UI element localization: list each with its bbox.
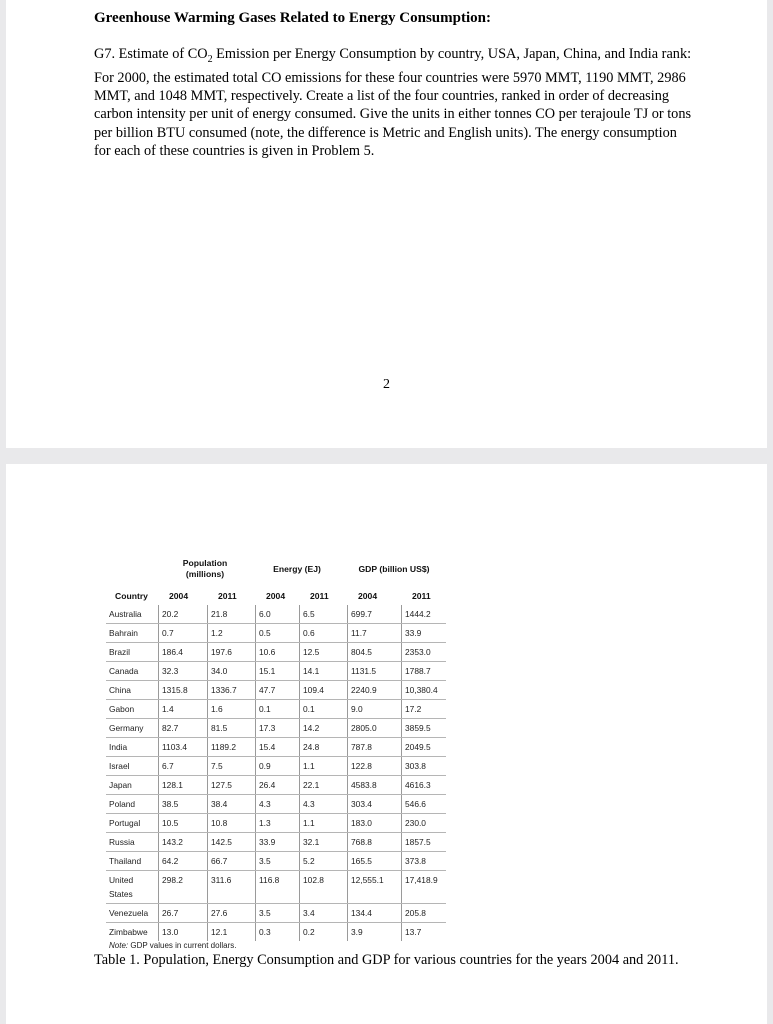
- year-header: 2004: [169, 591, 189, 601]
- value-cell: 1131.5: [347, 662, 401, 680]
- country-cell: Australia: [109, 609, 142, 619]
- value-cell: 17.2: [401, 700, 446, 718]
- data-table: [106, 556, 446, 936]
- value-cell: 205.8: [401, 904, 446, 922]
- value-cell: 128.1: [158, 776, 207, 794]
- value-cell: 4.3: [299, 795, 347, 813]
- country-cell: Portugal: [109, 818, 141, 828]
- table-note: Note: GDP values in current dollars.: [109, 941, 237, 950]
- problem-label: G7: [94, 46, 112, 62]
- value-cell: 4.3: [255, 795, 299, 813]
- value-cell: 12,555.1: [347, 871, 401, 903]
- value-cell: 20.2: [158, 605, 207, 623]
- value-cell: 0.5: [255, 624, 299, 642]
- value-cell: 27.6: [207, 904, 255, 922]
- value-cell: 6.7: [158, 757, 207, 775]
- value-cell: 4583.8: [347, 776, 401, 794]
- country-cell: Japan: [109, 780, 132, 790]
- value-cell: 12.5: [299, 643, 347, 661]
- value-cell: 15.1: [255, 662, 299, 680]
- value-cell: 0.7: [158, 624, 207, 642]
- value-cell: 3.4: [299, 904, 347, 922]
- value-cell: 2049.5: [401, 738, 446, 756]
- year-header: 2004: [358, 591, 378, 601]
- value-cell: 183.0: [347, 814, 401, 832]
- value-cell: 804.5: [347, 643, 401, 661]
- value-cell: 34.0: [207, 662, 255, 680]
- table-row: [106, 795, 446, 814]
- country-cell: Canada: [109, 666, 139, 676]
- document-page-2: [6, 464, 767, 1024]
- value-cell: 66.7: [207, 852, 255, 870]
- value-cell: 102.8: [299, 871, 347, 903]
- value-cell: 26.4: [255, 776, 299, 794]
- value-cell: 32.1: [299, 833, 347, 851]
- value-cell: 0.3: [255, 923, 299, 941]
- value-cell: 10.6: [255, 643, 299, 661]
- value-cell: 47.7: [255, 681, 299, 699]
- value-cell: 1.4: [158, 700, 207, 718]
- value-cell: 0.2: [299, 923, 347, 941]
- value-cell: 116.8: [255, 871, 299, 903]
- table-row: [106, 681, 446, 700]
- value-cell: 3.5: [255, 904, 299, 922]
- value-cell: 303.4: [347, 795, 401, 813]
- value-cell: 3.5: [255, 852, 299, 870]
- year-header: 2011: [310, 591, 329, 601]
- value-cell: 127.5: [207, 776, 255, 794]
- value-cell: 81.5: [207, 719, 255, 737]
- value-cell: 5.2: [299, 852, 347, 870]
- value-cell: 10,380.4: [401, 681, 446, 699]
- value-cell: 768.8: [347, 833, 401, 851]
- value-cell: 197.6: [207, 643, 255, 661]
- value-cell: 0.9: [255, 757, 299, 775]
- problem-text: G7. Estimate of $CO_2$ Emission per Energy Consumption by country, USA, Japan, China, and India rank: For 2000, the estimated total CO emissions for these four countries were 5970 MMT, 1190 MMT, 2986 MMT, and 1048 MMT, respectively. Create a list of the four countries, ranked in order of decreasing carbon intensity per unit of energy consumed. Give the units in either tonnes CO per terajoule TJ or tons per billion BTU consumed (note, the difference is Metric and English units). The energy consumption for each of these countries is given in Problem 5.: [94, 46, 692, 159]
- value-cell: 2805.0: [347, 719, 401, 737]
- value-cell: 2240.9: [347, 681, 401, 699]
- table-row: [106, 814, 446, 833]
- table-row: [106, 923, 446, 941]
- value-cell: 12.1: [207, 923, 255, 941]
- country-cell: India: [109, 742, 128, 752]
- value-cell: 3859.5: [401, 719, 446, 737]
- country-cell: Zimbabwe: [109, 926, 148, 937]
- value-cell: 33.9: [401, 624, 446, 642]
- value-cell: 122.8: [347, 757, 401, 775]
- value-cell: 1788.7: [401, 662, 446, 680]
- value-cell: 1.3: [255, 814, 299, 832]
- value-cell: 10.8: [207, 814, 255, 832]
- value-cell: 26.7: [158, 904, 207, 922]
- value-cell: 13.0: [158, 923, 207, 941]
- table-row: [106, 719, 446, 738]
- table-row: [106, 871, 446, 904]
- value-cell: 311.6: [207, 871, 255, 903]
- value-cell: 11.7: [347, 624, 401, 642]
- header-gdp: GDP (billion US$): [358, 564, 430, 574]
- value-cell: 33.9: [255, 833, 299, 851]
- value-cell: 699.7: [347, 605, 401, 623]
- value-cell: 1857.5: [401, 833, 446, 851]
- country-cell: Thailand: [109, 856, 142, 866]
- value-cell: 22.1: [299, 776, 347, 794]
- header-country: Country: [115, 591, 148, 601]
- value-cell: 373.8: [401, 852, 446, 870]
- value-cell: 0.1: [299, 700, 347, 718]
- value-cell: 7.5: [207, 757, 255, 775]
- table-row: [106, 643, 446, 662]
- value-cell: 24.8: [299, 738, 347, 756]
- table-caption: Table 1. Population, Energy Consumption and GDP for various countries for the years 2004 and 2011.: [94, 952, 679, 968]
- year-header: 2011: [218, 591, 237, 601]
- value-cell: 9.0: [347, 700, 401, 718]
- table-row: [106, 833, 446, 852]
- value-cell: 17.3: [255, 719, 299, 737]
- value-cell: 109.4: [299, 681, 347, 699]
- table-row: [106, 662, 446, 681]
- table-row: [106, 700, 446, 719]
- value-cell: 186.4: [158, 643, 207, 661]
- value-cell: 546.6: [401, 795, 446, 813]
- table-row: [106, 624, 446, 643]
- value-cell: 15.4: [255, 738, 299, 756]
- table-row: [106, 852, 446, 871]
- country-cell: China: [109, 685, 131, 695]
- value-cell: 142.5: [207, 833, 255, 851]
- value-cell: 4616.3: [401, 776, 446, 794]
- table-row: [106, 738, 446, 757]
- value-cell: 13.7: [401, 923, 446, 941]
- value-cell: 787.8: [347, 738, 401, 756]
- value-cell: 82.7: [158, 719, 207, 737]
- country-cell: Venezuela: [109, 907, 149, 918]
- value-cell: 298.2: [158, 871, 207, 903]
- value-cell: 1189.2: [207, 738, 255, 756]
- page-number: 2: [383, 377, 390, 392]
- value-cell: 165.5: [347, 852, 401, 870]
- country-cell: Bahrain: [109, 628, 138, 638]
- country-cell: Israel: [109, 761, 130, 771]
- value-cell: 14.2: [299, 719, 347, 737]
- value-cell: 32.3: [158, 662, 207, 680]
- value-cell: 1336.7: [207, 681, 255, 699]
- value-cell: 1103.4: [158, 738, 207, 756]
- value-cell: 1.2: [207, 624, 255, 642]
- co2-subscript: 2: [207, 53, 213, 65]
- value-cell: 1444.2: [401, 605, 446, 623]
- value-cell: 1315.8: [158, 681, 207, 699]
- value-cell: 0.1: [255, 700, 299, 718]
- table-row: [106, 757, 446, 776]
- section-title: Greenhouse Warming Gases Related to Energy Consumption:: [94, 10, 491, 26]
- value-cell: 38.5: [158, 795, 207, 813]
- value-cell: 303.8: [401, 757, 446, 775]
- value-cell: 143.2: [158, 833, 207, 851]
- value-cell: 2353.0: [401, 643, 446, 661]
- value-cell: 38.4: [207, 795, 255, 813]
- header-population: Population (millions): [182, 558, 228, 579]
- year-header: 2004: [266, 591, 286, 601]
- value-cell: 14.1: [299, 662, 347, 680]
- value-cell: 17,418.9: [401, 871, 446, 903]
- table-row: [106, 904, 446, 923]
- country-cell: Gabon: [109, 704, 135, 714]
- value-cell: 10.5: [158, 814, 207, 832]
- table-row: [106, 605, 446, 624]
- value-cell: 6.0: [255, 605, 299, 623]
- year-header: 2011: [412, 591, 431, 601]
- country-cell: Poland: [109, 799, 136, 809]
- value-cell: 21.8: [207, 605, 255, 623]
- header-energy: Energy (EJ): [273, 564, 321, 574]
- country-cell: Germany: [109, 723, 144, 733]
- value-cell: 1.1: [299, 814, 347, 832]
- value-cell: 1.1: [299, 757, 347, 775]
- value-cell: 6.5: [299, 605, 347, 623]
- value-cell: 0.6: [299, 624, 347, 642]
- value-cell: 134.4: [347, 904, 401, 922]
- value-cell: 1.6: [207, 700, 255, 718]
- country-cell: United States: [109, 875, 134, 899]
- country-cell: Russia: [109, 837, 135, 847]
- value-cell: 64.2: [158, 852, 207, 870]
- country-cell: Brazil: [109, 647, 130, 657]
- value-cell: 230.0: [401, 814, 446, 832]
- table-row: [106, 776, 446, 795]
- document-page-1: [6, 0, 767, 448]
- value-cell: 3.9: [347, 923, 401, 941]
